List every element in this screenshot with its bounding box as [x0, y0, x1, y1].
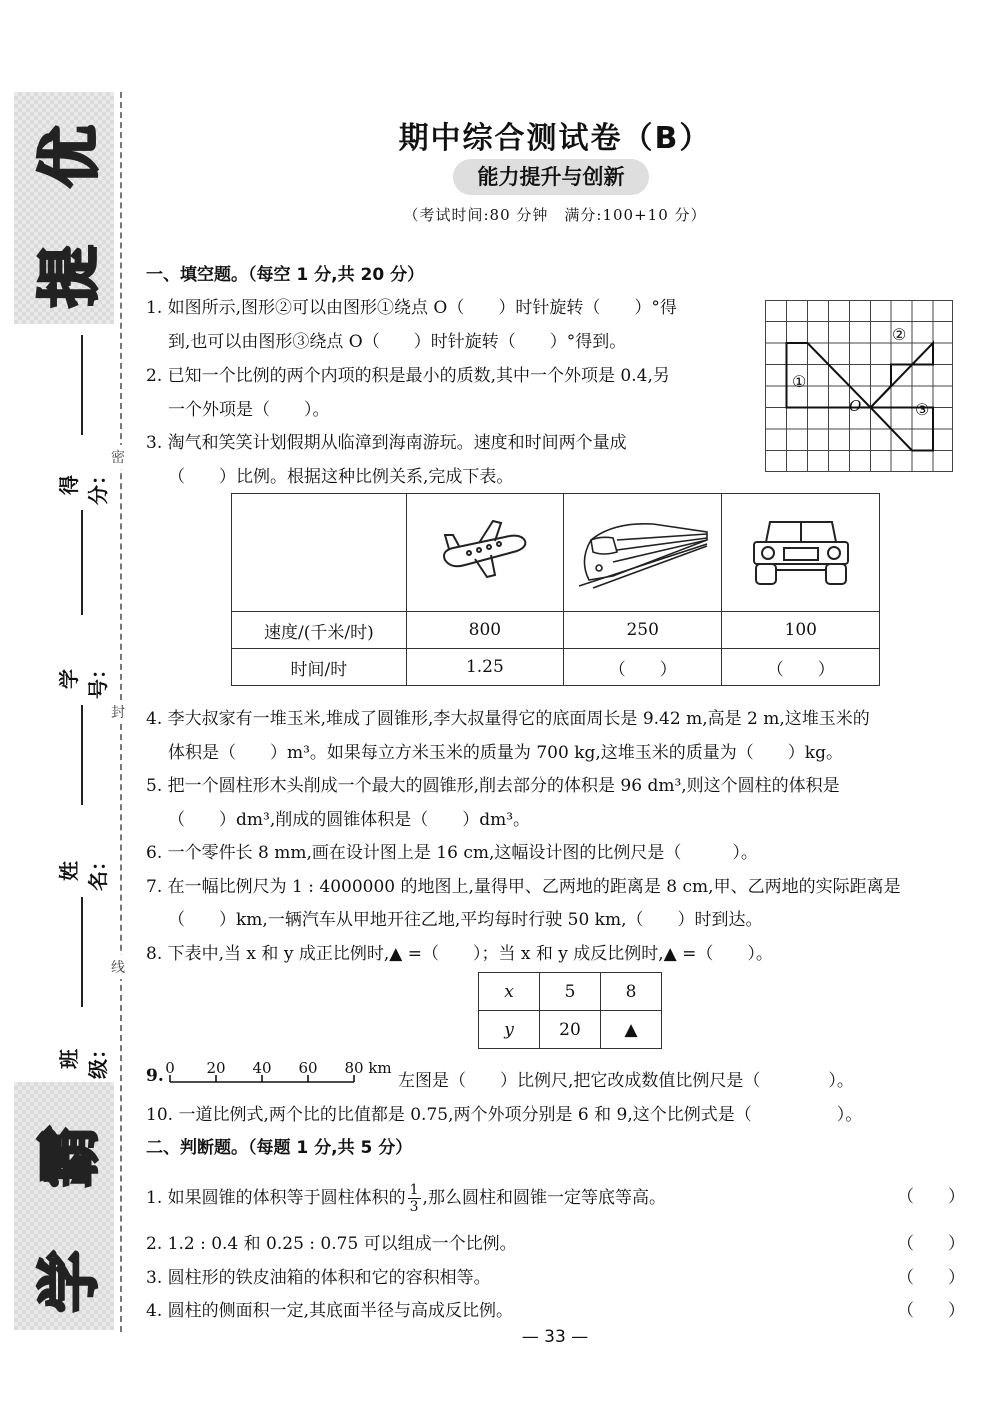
speed-row-label: 速度/(千米/时) [232, 612, 407, 649]
q1-line1: 1. 如图所示,图形②可以由图形①绕点 O（ ）时针旋转（ ）°得 [146, 298, 677, 318]
speed-time-table [231, 493, 880, 686]
time-value-airplane: 1.25 [406, 649, 563, 686]
shape-2 [871, 343, 934, 408]
speed-value-train: 250 [563, 612, 721, 649]
time-row-label: 时间/时 [232, 649, 407, 686]
class-label: 班级： [57, 1039, 110, 1079]
q1-line2: 到,也可以由图形③绕点 O（ ）时针旋转（ ）°得到。 [168, 332, 627, 352]
scale-tick-80: 80 [344, 1059, 364, 1077]
q9-text: 左图是（ ）比例尺,把它改成数值比例尺是（ ）。 [398, 1071, 854, 1091]
q4-line2: 体积是（ ）m³。如果每立方米玉米的质量为 700 kg,这堆玉米的质量为（ ）kg。 [168, 743, 843, 763]
scale-tick-20: 20 [206, 1059, 226, 1077]
judge-2-answer[interactable]: （ ） [897, 1234, 965, 1254]
judge-1-post: ,那么圆柱和圆锥一定等底等高。 [422, 1188, 666, 1208]
info-line-2 [81, 510, 83, 615]
seal-char-xian: 线 [111, 955, 125, 979]
x-label: x [479, 973, 540, 1011]
jeep-icon [746, 512, 856, 588]
shape-1-label: ① [792, 372, 807, 391]
point-o-label: O [849, 397, 862, 415]
judge-item-2: 2. 1.2 : 0.4 和 0.25 : 0.75 可以组成一个比例。 [146, 1234, 517, 1254]
y-value-1: 20 [540, 1011, 601, 1049]
shape-3-label: ③ [915, 400, 930, 419]
fraction [408, 1182, 421, 1215]
info-line-1 [81, 335, 83, 435]
score-label: 得分： [57, 465, 110, 505]
judge-item-1 [146, 1182, 666, 1215]
rotation-grid-figure [765, 300, 953, 472]
seal-char-feng: 封 [111, 700, 125, 724]
q3-line2: （ ）比例。根据这种比例关系,完成下表。 [168, 467, 514, 487]
train-icon [573, 510, 713, 590]
line-scale [164, 1058, 396, 1088]
info-line-3 [81, 705, 83, 805]
table-corner-cell [232, 494, 407, 612]
page-number: — 33 — [521, 1327, 589, 1347]
time-value-train[interactable]: （ ） [563, 649, 721, 686]
name-label: 姓名： [57, 851, 110, 891]
stamp-char-3: 学 [32, 1250, 106, 1313]
stamp-char-2: 优 [32, 125, 106, 188]
q5-line1: 5. 把一个圆柱形木头削成一个最大的圆锥形,削去部分的体积是 96 dm³,则这个圆柱的体积是 [146, 776, 840, 796]
q7-line2: （ ）km,一辆汽车从甲地开往乙地,平均每时行驶 50 km,（ ）时到达。 [168, 910, 763, 930]
bottom-stamp [14, 1082, 114, 1330]
speed-value-jeep: 100 [722, 612, 880, 649]
scale-tick-60: 60 [298, 1059, 318, 1077]
x-value-1: 5 [540, 973, 601, 1011]
subtitle-badge: 能力提升与创新 [453, 159, 649, 195]
judge-1-pre: 1. 如果圆锥的体积等于圆柱体积的 [146, 1188, 406, 1208]
stamp-char-1: 提 [32, 245, 106, 308]
scale-tick-40: 40 [252, 1059, 272, 1077]
q6-line1: 6. 一个零件长 8 mm,画在设计图上是 16 cm,这幅设计图的比例尺是（ ）。 [146, 843, 758, 863]
exam-info: （考试时间:80 分钟 满分:100+10 分） [403, 206, 707, 224]
q8-line1: 8. 下表中,当 x 和 y 成正比例时,▲ =（ ）；当 x 和 y 成反比例时,▲ =（ ）。 [146, 944, 773, 964]
scale-unit: km [368, 1059, 392, 1077]
info-line-4 [81, 897, 83, 1007]
train-cell [563, 494, 721, 612]
seal-char-mi: 密 [111, 445, 125, 469]
scale-tick-0: 0 [165, 1059, 175, 1077]
q5-line2: （ ）dm³,削成的圆锥体积是（ ）dm³。 [168, 810, 531, 830]
judge-1-answer[interactable]: （ ） [897, 1187, 965, 1207]
x-value-2: 8 [601, 973, 662, 1011]
q7-line1: 7. 在一幅比例尺为 1 : 4000000 的地图上,量得甲、乙两地的距离是 8 cm,甲、乙两地的实际距离是 [146, 877, 901, 897]
q3-line1: 3. 淘气和笑笑计划假期从临漳到海南游玩。速度和时间两个量成 [146, 433, 627, 453]
airplane-icon [435, 515, 535, 585]
xy-table [478, 972, 662, 1049]
speed-value-airplane: 800 [406, 612, 563, 649]
y-label: y [479, 1011, 540, 1049]
judge-3-answer[interactable]: （ ） [897, 1268, 965, 1288]
q2-line1: 2. 已知一个比例的两个内项的积是最小的质数,其中一个外项是 0.4,另 [146, 366, 670, 386]
q4-line1: 4. 李大叔家有一堆玉米,堆成了圆锥形,李大叔量得它的底面周长是 9.42 m,高是 2 m,这堆玉米的 [146, 709, 870, 729]
q10-line1: 10. 一道比例式,两个比的比值都是 0.75,两个外项分别是 6 和 9,这个比例式是（ ）。 [146, 1105, 863, 1125]
judge-4-answer[interactable]: （ ） [897, 1301, 965, 1321]
section1-heading: 一、填空题。（每空 1 分,共 20 分） [146, 265, 425, 285]
q9-number: 9. [146, 1066, 164, 1086]
jeep-cell [722, 494, 880, 612]
y-value-2: ▲ [601, 1011, 662, 1049]
q2-line2: 一个外项是（ ）。 [168, 400, 330, 420]
judge-item-3: 3. 圆柱形的铁皮油箱的体积和它的容积相等。 [146, 1268, 491, 1288]
airplane-cell [406, 494, 563, 612]
section2-heading: 二、判断题。（每题 1 分,共 5 分） [146, 1138, 413, 1158]
fraction-num: 1 [409, 1182, 419, 1198]
time-value-jeep[interactable]: （ ） [722, 649, 880, 686]
fraction-den: 3 [409, 1199, 419, 1215]
student-id-label: 学号： [57, 659, 110, 699]
shape-2-label: ② [892, 325, 907, 344]
stamp-char-4: 霸 [32, 1125, 106, 1188]
page-title: 期中综合测试卷（B） [398, 121, 712, 156]
judge-item-4: 4. 圆柱的侧面积一定,其底面半径与高成反比例。 [146, 1301, 514, 1321]
